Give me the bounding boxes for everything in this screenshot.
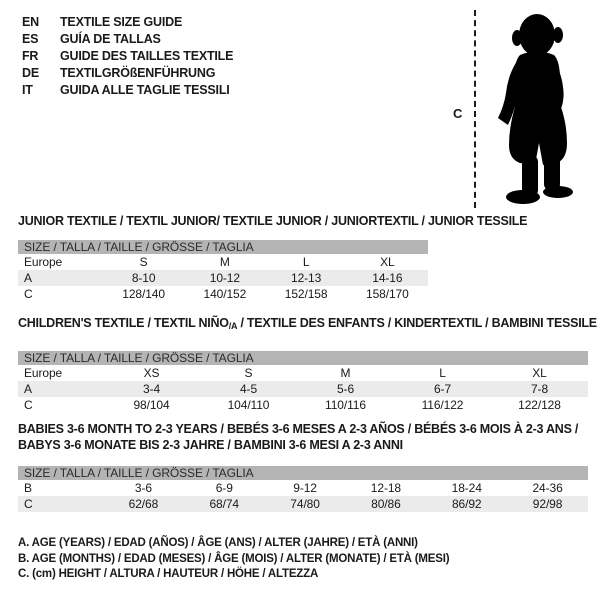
language-title: TEXTILE SIZE GUIDE <box>60 14 183 29</box>
table-row-age <box>18 381 588 397</box>
language-list <box>22 13 233 98</box>
baby-silhouette-icon <box>486 5 592 209</box>
language-title: GUÍA DE TALLAS <box>60 31 161 46</box>
size-cell: 116/122 <box>421 398 464 412</box>
section-title-text: CHILDREN'S TEXTILE / TEXTIL NIÑO <box>18 316 229 330</box>
size-cell: 12-13 <box>266 270 347 286</box>
size-header-bar <box>18 351 588 365</box>
section-title-line2: BABYS 3-6 MONATE BIS 2-3 JAHRE / BAMBINI 3-6 MESI A 2-3 ANNI <box>18 437 403 452</box>
row-label: A <box>18 270 103 286</box>
size-cell: 18-24 <box>451 481 482 495</box>
table-row-europe <box>18 365 588 381</box>
size-cell: 152/158 <box>284 287 328 301</box>
size-cell: XS <box>143 366 160 380</box>
row-label: C <box>18 496 103 512</box>
table-row-height <box>18 286 428 302</box>
size-cell: 4-5 <box>200 381 297 397</box>
row-label: A <box>18 381 103 397</box>
size-cell: M <box>219 255 230 269</box>
size-cell: XL <box>532 366 547 380</box>
table-row-height <box>18 397 588 413</box>
size-cell: L <box>302 255 310 269</box>
size-cell: M <box>340 366 351 380</box>
measure-label-c: C <box>453 106 463 121</box>
size-cell: 8-10 <box>103 270 184 286</box>
size-cell: 3-6 <box>134 481 152 495</box>
language-row-es <box>22 30 233 47</box>
language-code: IT <box>22 82 33 97</box>
size-cell: 92/98 <box>507 496 588 512</box>
size-cell: S <box>139 255 148 269</box>
language-title: GUIDE DES TAILLES TEXTILE <box>60 48 234 63</box>
babies-size-table <box>18 466 588 512</box>
size-cell: 122/128 <box>518 398 561 412</box>
size-cell: 14-16 <box>347 270 428 286</box>
size-header-bar <box>18 240 428 254</box>
table-row-height <box>18 496 588 512</box>
row-label: C <box>24 287 33 301</box>
table-row-europe <box>18 254 428 270</box>
language-code: FR <box>22 48 39 63</box>
size-header-label: SIZE / TALLA / TAILLE / GRÖSSE / TAGLIA <box>18 240 428 254</box>
section-title-subscript: /A <box>228 321 238 331</box>
size-cell: 5-6 <box>297 381 394 397</box>
language-row-fr <box>22 47 233 64</box>
size-header-label: SIZE / TALLA / TAILLE / GRÖSSE / TAGLIA <box>18 466 588 480</box>
row-label: C <box>24 398 33 412</box>
size-cell: 6-7 <box>394 381 491 397</box>
language-row-it <box>22 81 233 98</box>
row-label: Europe <box>24 366 63 380</box>
size-cell: 74/80 <box>265 496 346 512</box>
size-cell: 24-36 <box>532 481 563 495</box>
size-cell: 128/140 <box>122 287 165 301</box>
section-title-line1: BABIES 3-6 MONTH TO 2-3 YEARS / BEBÉS 3-6 MESES A 2-3 AÑOS / BÉBÉS 3-6 MOIS À 2-3 ANS / <box>18 422 579 436</box>
footnote-a: A. AGE (YEARS) / EDAD (AÑOS) / ÂGE (ANS) / ALTER (JAHRE) / ETÀ (ANNI) <box>18 537 418 549</box>
language-title: TEXTILGRÖßENFÜHRUNG <box>60 65 216 80</box>
section-title-text: / TEXTILE DES ENFANTS / KINDERTEXTIL / BAMBINI TESSILE <box>237 316 597 330</box>
row-label: B <box>24 481 32 495</box>
size-cell: 6-9 <box>215 481 233 495</box>
size-cell: 7-8 <box>491 381 588 397</box>
size-cell: 80/86 <box>345 496 426 512</box>
table-row-age <box>18 270 428 286</box>
size-cell: 98/104 <box>133 398 170 412</box>
size-cell: 110/116 <box>325 398 366 412</box>
table-row-age-months <box>18 480 588 496</box>
language-code: ES <box>22 31 39 46</box>
size-cell: 62/68 <box>103 496 184 512</box>
language-row-en <box>22 13 233 30</box>
size-cell: 68/74 <box>184 496 265 512</box>
size-header-bar <box>18 466 588 480</box>
size-cell: 3-4 <box>103 381 200 397</box>
footnotes <box>18 536 449 583</box>
children-size-table <box>18 351 588 413</box>
size-cell: 158/170 <box>366 287 409 301</box>
footnote-c: C. (cm) HEIGHT / ALTURA / HAUTEUR / HÖHE / ALTEZZA <box>18 568 319 580</box>
junior-size-table <box>18 240 428 302</box>
row-label: Europe <box>24 255 63 269</box>
section-title-junior: JUNIOR TEXTILE / TEXTIL JUNIOR/ TEXTILE JUNIOR / JUNIORTEXTIL / JUNIOR TESSILE <box>18 214 528 228</box>
size-cell: 104/110 <box>227 398 270 412</box>
footnote-b: B. AGE (MONTHS) / EDAD (MESES) / ÂGE (MOIS) / ALTER (MONATE) / ETÀ (MESI) <box>18 552 450 565</box>
section-title-babies <box>18 422 583 453</box>
language-title: GUIDA ALLE TAGLIE TESSILI <box>60 82 230 97</box>
language-code: EN <box>22 14 39 29</box>
height-measure-dashed-line <box>474 10 476 208</box>
size-cell: 10-12 <box>184 270 265 286</box>
size-cell: L <box>439 366 446 380</box>
size-cell: 140/152 <box>203 287 247 301</box>
size-cell: 9-12 <box>293 481 317 495</box>
size-cell: S <box>244 366 253 380</box>
size-cell: 86/92 <box>426 496 507 512</box>
language-row-de <box>22 64 233 81</box>
size-cell: 12-18 <box>370 481 401 495</box>
language-code: DE <box>22 65 39 80</box>
section-title-children <box>18 316 597 331</box>
size-cell: XL <box>380 255 395 269</box>
size-header-label: SIZE / TALLA / TAILLE / GRÖSSE / TAGLIA <box>18 351 588 365</box>
